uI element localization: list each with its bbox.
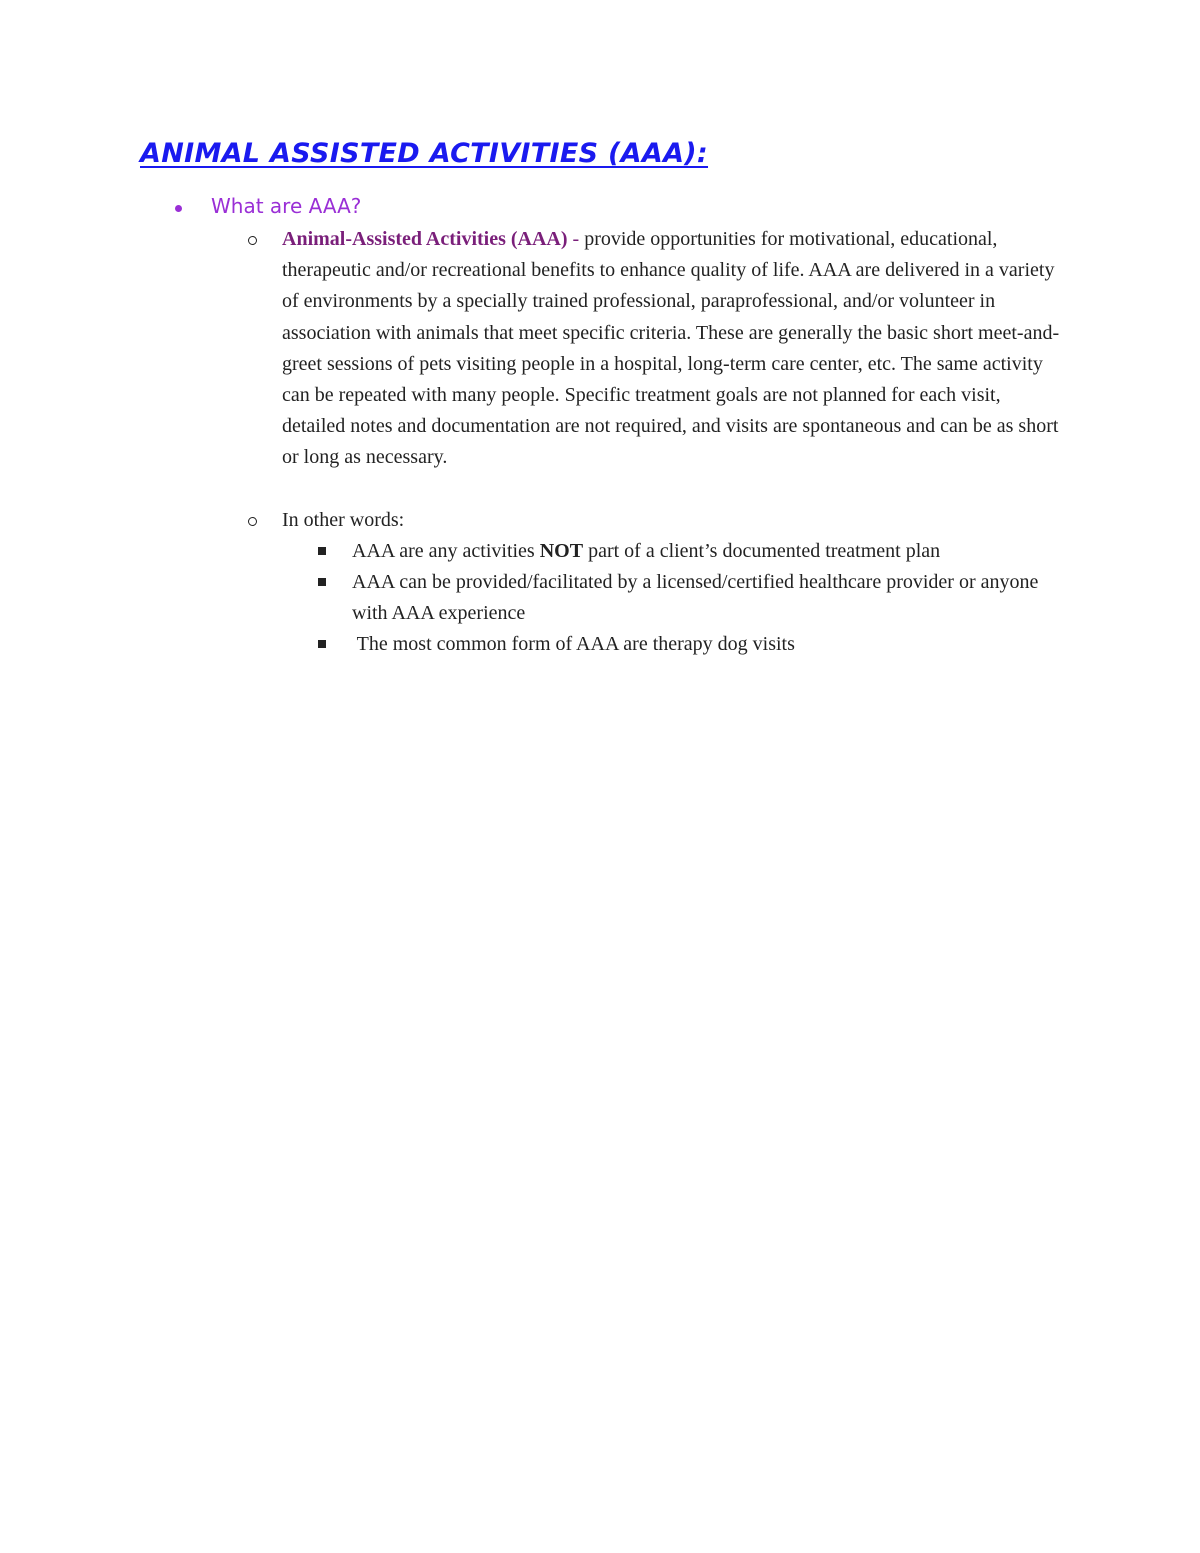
square-bullet-icon — [318, 578, 326, 586]
circle-bullet-icon — [248, 236, 257, 245]
other-words-item — [248, 505, 1068, 536]
list-item-text: The most common form of AAA are therapy dog visits — [352, 633, 795, 655]
square-bullet-icon — [318, 547, 326, 555]
list-item-text: AAA can be provided/facilitated by a licensed/certified healthcare provider or anyone with AAA experience — [352, 571, 1039, 625]
list-item — [318, 567, 1078, 629]
list-item — [318, 629, 1078, 660]
list-item-text — [352, 536, 1078, 567]
document-title: ANIMAL ASSISTED ACTIVITIES (AAA): — [140, 138, 709, 169]
definition-dash: - — [567, 228, 585, 250]
list-item — [318, 536, 1078, 567]
list-item-text-before: AAA are any activities — [352, 540, 540, 562]
list-item-text-after: part of a client’s documented treatment plan — [583, 540, 941, 562]
section-heading: What are AAA? — [211, 194, 362, 218]
disc-bullet-icon — [175, 205, 182, 212]
other-words-label: In other words: — [282, 509, 405, 531]
list-item-emphasis: NOT — [539, 540, 584, 562]
circle-bullet-icon — [248, 517, 257, 526]
definition-item — [248, 224, 1068, 474]
definition-text — [282, 224, 1068, 474]
definition-term: Animal-Assisted Activities (AAA) — [282, 228, 568, 250]
square-bullet-icon — [318, 640, 326, 648]
definition-body: provide opportunities for motivational, educational, therapeutic and/or recreational benefits to enhance quality of life. AAA are delivered in a variety of environments by a specially trained professional, paraprofessional, and/or volunteer in association with animals that meet specific criteria. These are generally the basic short meet-and-greet sessions of pets visiting people in a hospital, long-term care center, etc. The same activity can be repeated with many people. Specific treatment goals are not planned for each visit, detailed notes and documentation are not required, and visits are spontaneous and can be as short or long as necessary. — [282, 228, 1060, 469]
